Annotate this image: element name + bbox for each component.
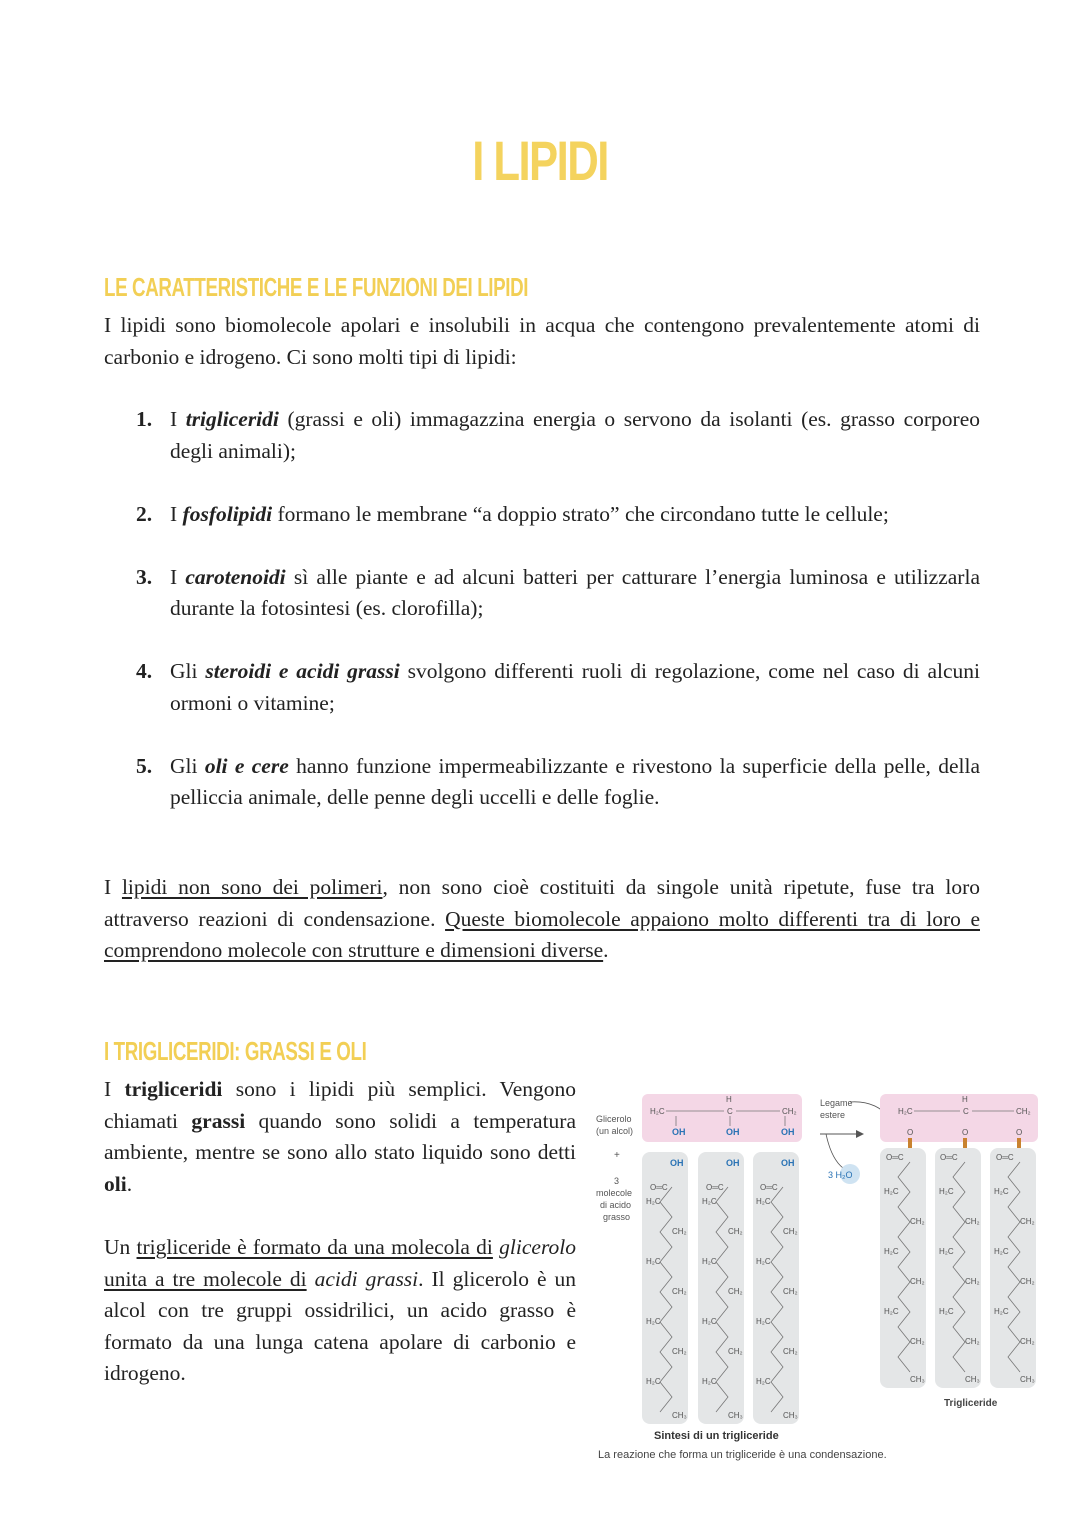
triglyceride-synthesis-diagram (588, 1062, 1048, 1482)
svg-text:(un alcol): (un alcol) (596, 1126, 634, 1136)
svg-text:H: H (726, 1095, 732, 1104)
svg-text:CH₂: CH₂ (965, 1337, 980, 1346)
page-title: I LIPIDI (472, 129, 608, 192)
svg-text:H₂C: H₂C (898, 1107, 913, 1116)
triglycerides-paragraph-2: Un trigliceride è formato da una molecola di glicerolo unita a tre molecole di acidi grassi. Il glicerolo è un alcol con tre gruppi ossidrilici, un acido grasso è formato da una lunga catena apolare di carbonio e idrogeno. (104, 1235, 577, 1385)
svg-text:CH₃: CH₃ (672, 1411, 687, 1420)
svg-text:O═C: O═C (760, 1183, 778, 1192)
svg-text:CH₃: CH₃ (910, 1375, 925, 1384)
svg-text:O: O (962, 1128, 969, 1137)
svg-text:CH₂: CH₂ (783, 1227, 798, 1236)
water-label: 3 H₂O (828, 1170, 853, 1180)
triglyceride-product (880, 1094, 1038, 1409)
svg-text:+: + (614, 1150, 620, 1161)
section-heading-characteristics: LE CARATTERISTICHE E LE FUNZIONI DEI LIPIDI (104, 272, 529, 302)
svg-text:CH₂: CH₂ (910, 1277, 925, 1286)
list-item: 5. Gli oli e cere hanno funzione impermeabilizzante e rivestono la superficie della pelle, della pelliccia animale, delle penne degli uccelli e delle foglie. (136, 753, 980, 809)
svg-text:H₂C: H₂C (650, 1107, 665, 1116)
svg-text:O═C: O═C (650, 1183, 668, 1192)
svg-text:molecole: molecole (596, 1188, 633, 1198)
fatty-acid-chains (642, 1152, 799, 1424)
svg-text:O═C: O═C (706, 1183, 724, 1192)
closing-paragraph: I lipidi non sono dei polimeri, non sono cioè costituiti da singole unità ripetute, fuse tra loro attraverso reazioni di condensazione. Queste biomolecole appaiono molto differenti tra di loro e comprendono molecole con strutture e dimensioni diverse. (104, 875, 981, 962)
svg-text:CH₂: CH₂ (783, 1287, 798, 1296)
svg-text:C: C (727, 1107, 733, 1116)
svg-text:3: 3 (614, 1176, 620, 1186)
svg-text:di acido: di acido (600, 1200, 632, 1210)
svg-text:H₂C: H₂C (884, 1247, 899, 1256)
svg-text:grasso: grasso (603, 1212, 631, 1222)
svg-text:O: O (1016, 1128, 1023, 1137)
svg-text:CH₃: CH₃ (783, 1411, 798, 1420)
svg-text:O: O (907, 1128, 914, 1137)
figure-caption-title: Sintesi di un trigliceride (654, 1430, 779, 1442)
svg-text:H₂C: H₂C (939, 1307, 954, 1316)
svg-text:H₂C: H₂C (884, 1187, 899, 1196)
svg-text:CH₂: CH₂ (1020, 1337, 1035, 1346)
svg-text:OH: OH (672, 1127, 686, 1137)
glycerol-label: Glicerolo (596, 1114, 632, 1124)
svg-text:CH₂: CH₂ (782, 1107, 797, 1116)
svg-text:H₂C: H₂C (702, 1317, 717, 1326)
list-item: 4. Gli steroidi e acidi grassi svolgono differenti ruoli di regolazione, come nel caso di alcuni ormoni o vitamine; (136, 659, 980, 715)
svg-text:CH₂: CH₂ (1016, 1107, 1031, 1116)
svg-text:H₂C: H₂C (646, 1377, 661, 1386)
svg-text:H₂C: H₂C (994, 1247, 1009, 1256)
svg-text:CH₂: CH₂ (965, 1217, 980, 1226)
svg-text:OH: OH (726, 1127, 740, 1137)
svg-text:O═C: O═C (886, 1153, 904, 1162)
intro-paragraph: I lipidi sono biomolecole apolari e insolubili in acqua che contengono prevalentemente atomi di carbonio e idrogeno. Ci sono molti tipi di lipidi: (104, 313, 980, 369)
svg-text:H₂C: H₂C (702, 1257, 717, 1266)
triglycerides-paragraph-1: I trigliceridi sono i lipidi più semplici. Vengono chiamati grassi quando sono solidi a temperatura ambiente, mentre se sono allo stato liquido sono detti oli. (104, 1077, 576, 1196)
svg-text:H₂C: H₂C (646, 1197, 661, 1206)
svg-text:CH₃: CH₃ (1020, 1375, 1035, 1384)
svg-text:O═C: O═C (996, 1153, 1014, 1162)
svg-text:C: C (963, 1107, 969, 1116)
svg-text:H₂C: H₂C (994, 1187, 1009, 1196)
list-item: 3. I carotenoidi sì alle piante e ad alcuni batteri per catturare l’energia luminosa e utilizzarla durante la fotosintesi (es. clorofilla); (136, 564, 980, 620)
glycerol-box (642, 1094, 802, 1142)
ester-label: Legame (820, 1098, 853, 1108)
svg-text:H₂C: H₂C (646, 1257, 661, 1266)
svg-text:CH₂: CH₂ (672, 1287, 687, 1296)
svg-text:CH₂: CH₂ (728, 1227, 743, 1236)
svg-text:OH: OH (726, 1158, 740, 1168)
product-label: Trigliceride (944, 1398, 998, 1409)
svg-text:CH₂: CH₂ (783, 1347, 798, 1356)
svg-text:CH₂: CH₂ (1020, 1217, 1035, 1226)
svg-text:H₂C: H₂C (702, 1197, 717, 1206)
list-item: 2. I fosfolipidi formano le membrane “a doppio strato” che circondano tutte le cellule; (136, 501, 889, 526)
section-heading-triglycerides: I TRIGLICERIDI: GRASSI E OLI (104, 1036, 367, 1066)
list-item: 1. I trigliceridi (grassi e oli) immagazzina energia o servono da isolanti (es. grasso corporeo degli animali); (136, 407, 980, 463)
svg-text:CH₂: CH₂ (965, 1277, 980, 1286)
lipid-types-list (104, 404, 980, 845)
svg-text:H₂C: H₂C (756, 1377, 771, 1386)
svg-text:CH₂: CH₂ (910, 1337, 925, 1346)
svg-text:H₂C: H₂C (994, 1307, 1009, 1316)
svg-text:OH: OH (781, 1158, 795, 1168)
svg-text:CH₂: CH₂ (728, 1347, 743, 1356)
svg-text:H₂C: H₂C (756, 1317, 771, 1326)
svg-text:CH₂: CH₂ (672, 1227, 687, 1236)
figure-caption-subtitle: La reazione che forma un trigliceride è una condensazione. (598, 1449, 887, 1461)
svg-text:H₂C: H₂C (646, 1317, 661, 1326)
svg-text:estere: estere (820, 1110, 846, 1120)
svg-text:CH₂: CH₂ (910, 1217, 925, 1226)
svg-text:OH: OH (670, 1158, 684, 1168)
svg-text:H₂C: H₂C (702, 1377, 717, 1386)
svg-text:CH₂: CH₂ (728, 1287, 743, 1296)
svg-text:H₂C: H₂C (884, 1307, 899, 1316)
svg-text:CH₃: CH₃ (728, 1411, 743, 1420)
svg-text:H₂C: H₂C (939, 1187, 954, 1196)
svg-text:H: H (962, 1095, 968, 1104)
svg-text:H₂C: H₂C (756, 1257, 771, 1266)
svg-text:OH: OH (781, 1127, 795, 1137)
svg-text:CH₂: CH₂ (672, 1347, 687, 1356)
svg-text:CH₃: CH₃ (965, 1375, 980, 1384)
svg-text:H₂C: H₂C (939, 1247, 954, 1256)
svg-text:CH₂: CH₂ (1020, 1277, 1035, 1286)
svg-text:H₂C: H₂C (756, 1197, 771, 1206)
svg-text:O═C: O═C (940, 1153, 958, 1162)
